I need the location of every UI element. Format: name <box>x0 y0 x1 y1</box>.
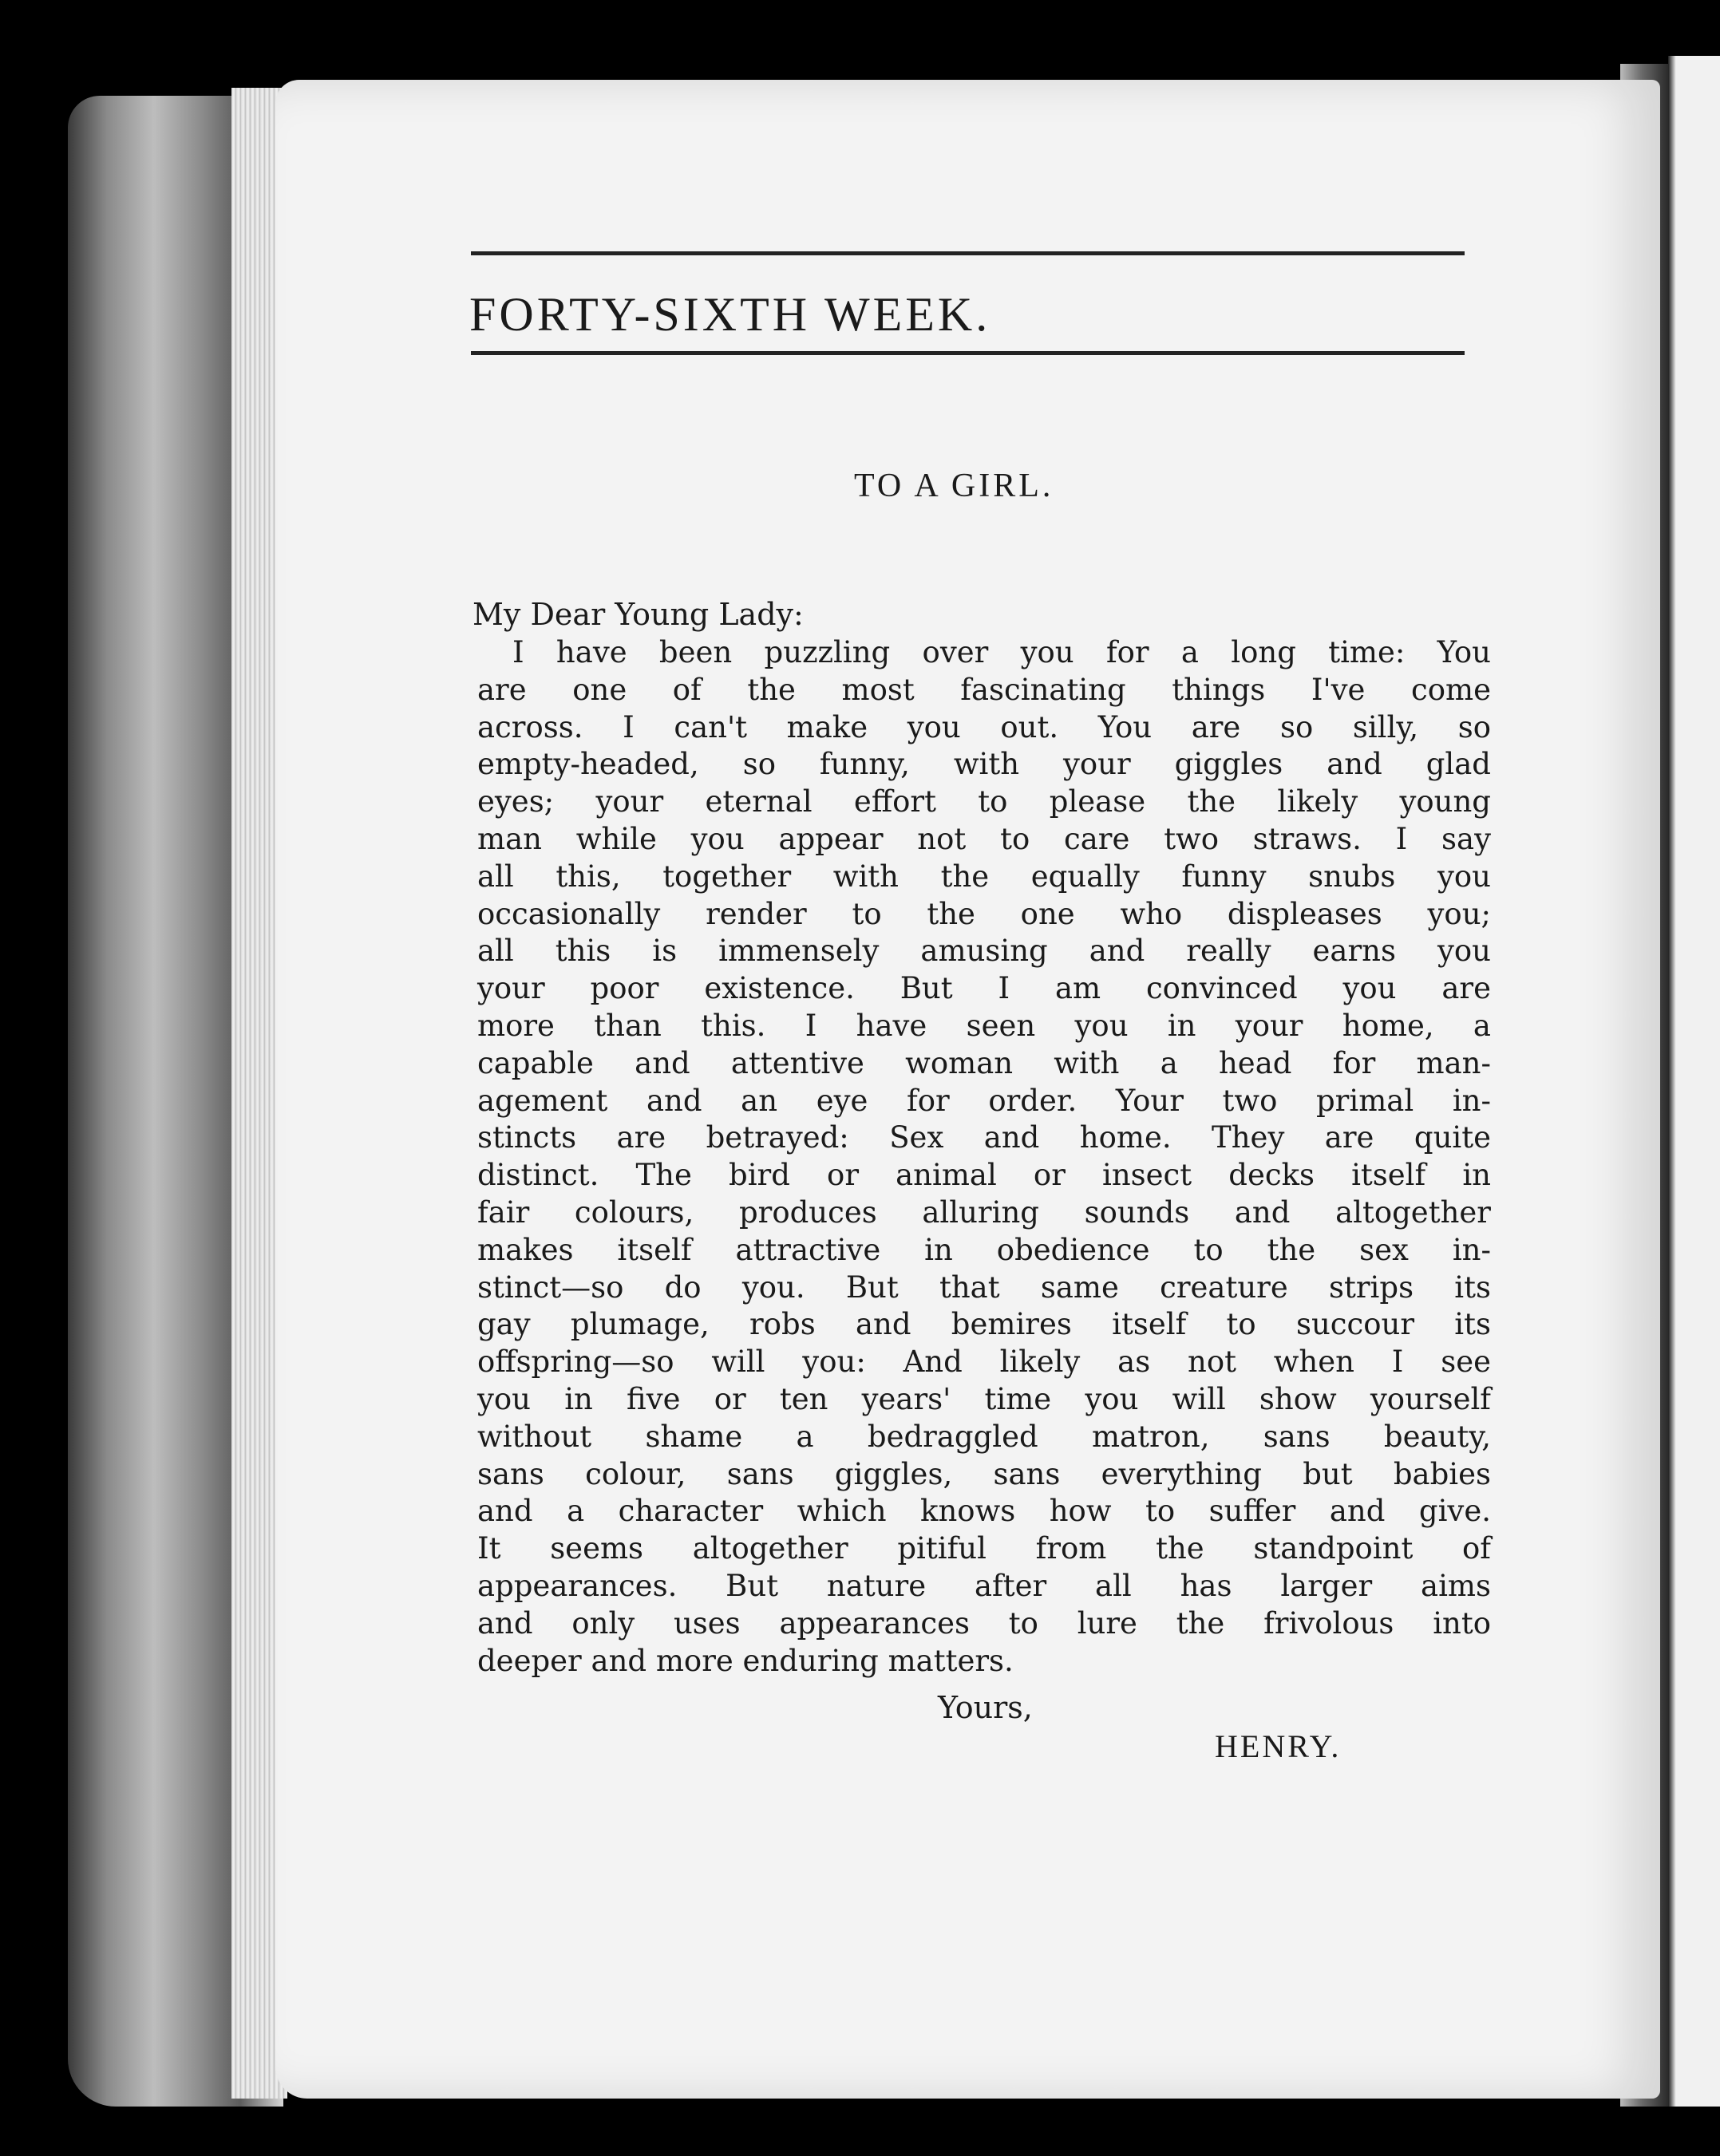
letter-title: TO A GIRL. <box>854 468 1054 504</box>
body-line: gay plumage, robs and bemires itself to succour its <box>477 1307 1491 1342</box>
body-line: without shame a bedraggled matron, sans beauty, <box>477 1419 1491 1454</box>
body-line: capable and attentive woman with a head for man- <box>477 1045 1491 1080</box>
body-line: deeper and more enduring matters. <box>477 1643 1014 1678</box>
body-line: your poor existence. But I am convinced you are <box>477 971 1491 1006</box>
body-line: are one of the most fascinating things I've come <box>477 672 1491 707</box>
body-line: man while you appear not to care two straws. I say <box>477 821 1491 856</box>
bottom-rule <box>471 351 1465 355</box>
page-heading: FORTY-SIXTH WEEK. <box>469 288 991 341</box>
body-line: empty-headed, so funny, with your giggles and glad <box>477 747 1491 782</box>
body-line: all this is immensely amusing and really earns you <box>477 934 1491 969</box>
body-line: distinct. The bird or animal or insect decks itself in <box>477 1158 1491 1193</box>
body-line: sans colour, sans giggles, sans everything but babies <box>477 1456 1491 1491</box>
body-line: appearances. But nature after all has larger aims <box>477 1568 1491 1603</box>
body-line: stinct—so do you. But that same creature strips its <box>477 1270 1491 1305</box>
salutation: My Dear Young Lady: <box>473 597 804 632</box>
body-line: eyes; your eternal effort to please the likely young <box>477 784 1491 819</box>
top-rule <box>471 251 1465 255</box>
body-line: fair colours, produces alluring sounds and altogether <box>477 1194 1491 1230</box>
closing: Yours, <box>938 1690 1033 1725</box>
body-line: across. I can't make you out. You are so silly, so <box>477 709 1491 744</box>
body-line: makes itself attractive in obedience to the sex in- <box>477 1232 1491 1267</box>
body-line: stincts are betrayed: Sex and home. They are quite <box>477 1120 1491 1155</box>
body-line: you in five or ten years' time you will show yourself <box>477 1381 1491 1416</box>
body-line: occasionally render to the one who displeases you; <box>477 896 1491 931</box>
facing-page-sliver <box>1668 56 1720 2107</box>
body-line: and only uses appearances to lure the frivolous into <box>477 1605 1491 1641</box>
letter-body <box>477 634 1491 1680</box>
body-line: more than this. I have seen you in your home, a <box>477 1008 1491 1043</box>
body-line: It seems altogether pitiful from the standpoint of <box>477 1531 1491 1566</box>
body-line: and a character which knows how to suffer and give. <box>477 1494 1491 1529</box>
body-line: I have been puzzling over you for a long time: You <box>512 635 1491 669</box>
body-line: agement and an eye for order. Your two primal in- <box>477 1083 1491 1118</box>
body-line: offspring—so will you: And likely as not when I see <box>477 1345 1491 1380</box>
signature: HENRY. <box>1215 1728 1342 1764</box>
body-line: all this, together with the equally funny snubs you <box>477 859 1491 894</box>
